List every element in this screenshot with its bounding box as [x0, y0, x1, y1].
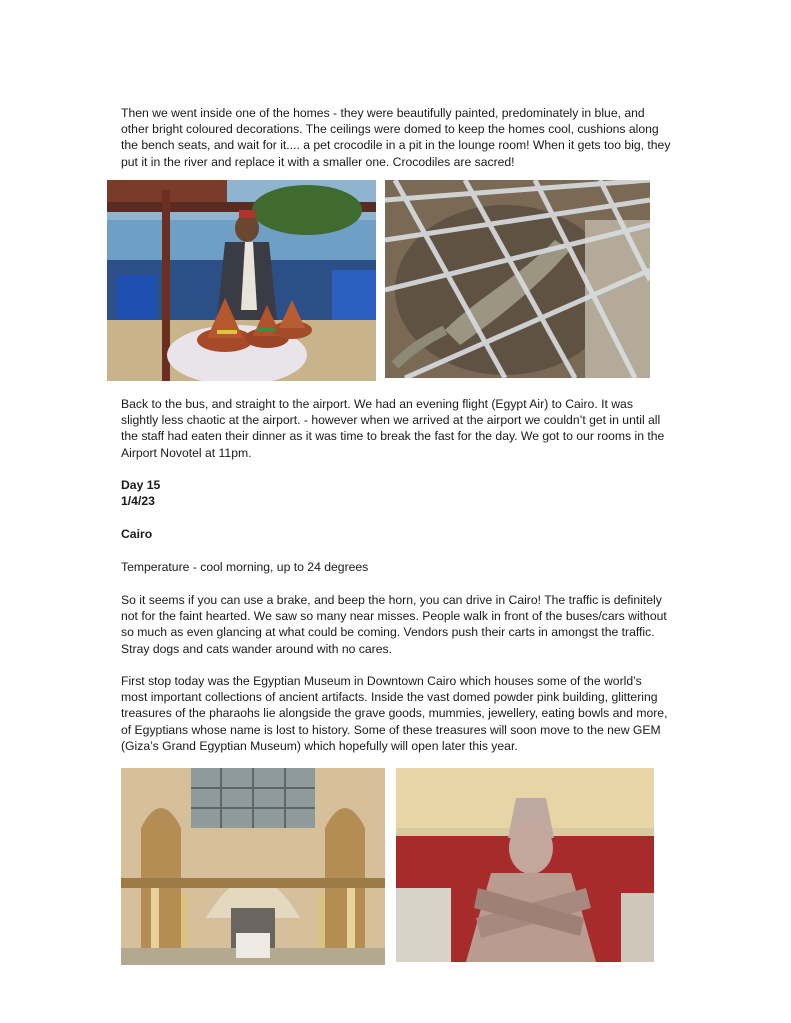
photo-crocodile-pit — [385, 180, 650, 378]
paragraph-airport: Back to the bus, and straight to the airport. We had an evening flight (Egypt Air) to Cairo. It was slightly less chaotic at the airport. - however when we arrived at the airport we couldn’t get in until all the staff had eaten their dinner as it was time to break the fast for the day. We got to our rooms in the Airport Novotel at 11pm. — [121, 397, 665, 460]
photo-tagine-terrace — [107, 180, 376, 381]
photo-pharaoh-statue — [396, 768, 654, 962]
photo-museum-hall — [121, 768, 385, 965]
paragraph-temperature: Temperature - cool morning, up to 24 degrees — [121, 560, 369, 574]
heading-day: Day 15 — [121, 478, 161, 492]
heading-date: 1/4/23 — [121, 494, 155, 508]
paragraph-museum: First stop today was the Egyptian Museum in Downtown Cairo which houses some of the world’s most important collections of ancient artifacts. Inside the vast domed powder pink building, glittering treasures of the pharaohs lie alongside the grave goods, mummies, jewellery, eating bowls and more, of Egyptians whose name is lost to history. Some of these treasures will soon move to the new GEM (Giza’s Grand Egyptian Museum) which hopefully will open later this year. — [121, 674, 668, 753]
paragraph-traffic: So it seems if you can use a brake, and beep the horn, you can drive in Cairo! The traffic is definitely not for the faint hearted. We saw so many near misses. People walk in front of the buses/cars without so much as even glancing at what could be coming. Vendors push their carts in amongst the traffic. Stray dogs and cats wander around with no cares. — [121, 593, 667, 656]
heading-place: Cairo — [121, 527, 153, 541]
paragraph-nubian-home: Then we went inside one of the homes - they were beautifully painted, predominately in blue, and other bright coloured decorations. The ceilings were domed to keep the homes cool, cushions along the bench seats, and wait for it.... a pet crocodile in a pit in the lounge room! When it gets too big, they put it in the river and replace it with a smaller one. Crocodiles are sacred! — [121, 106, 671, 169]
